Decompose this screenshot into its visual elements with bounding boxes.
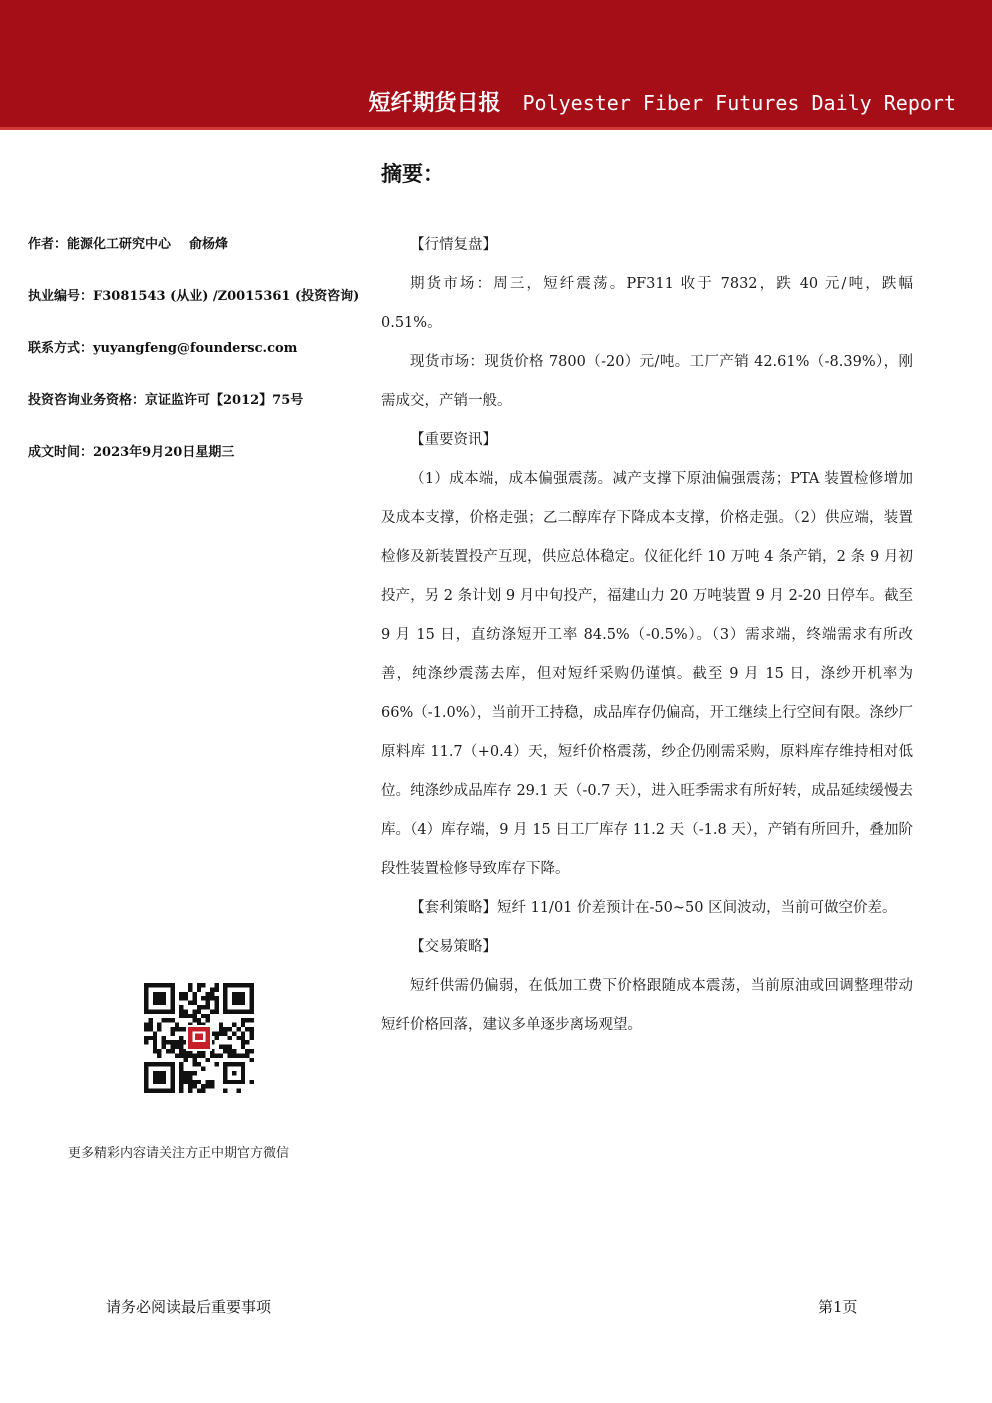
paragraph-trading-strategy: 短纤供需仍偏弱，在低加工费下价格跟随成本震荡，当前原油或回调整理带动短纤价格回落，建议多单逐步离场观望。 — [381, 978, 913, 1033]
author-line — [28, 236, 368, 254]
paragraph-spot-market: 现货市场：现货价格 7800（-20）元/吨。工厂产销 42.61%（-8.39%），刚需成交，产销一般。 — [381, 354, 913, 409]
author-name: 俞杨烽 — [189, 237, 229, 252]
paragraph-futures-market: 期货市场：周三，短纤震荡。PF311 收于 7832，跌 40 元/吨，跌幅 0.51%。 — [381, 276, 913, 331]
report-title-en: Polyester Fiber Futures Daily Report — [522, 91, 956, 115]
section-heading-trading: 【交易策略】 — [410, 939, 497, 955]
report-title — [369, 86, 957, 117]
footer-notice: 请务必阅读最后重要事项 — [106, 1298, 272, 1316]
qualification: 投资咨询业务资格：京证监许可【2012】75号 — [28, 393, 304, 408]
paragraph-arbitrage: 【套利策略】短纤 11/01 价差预计在-50~50 区间波动，当前可做空价差。 — [410, 900, 897, 916]
wechat-qr-code-icon — [144, 983, 254, 1093]
license-number: 执业编号：F3081543 (从业) /Z0015361 (投资咨询) — [28, 289, 360, 304]
paragraph-news: （1）成本端，成本偏强震荡。减产支撑下原油偏强震荡；PTA 装置检修增加及成本支撑，价格走强；乙二醇库存下降成本支撑，价格走强。（2）供应端，装置检修及新装置投产互现，供应总体稳定。仪征化纤 10 万吨 4 条产销，2 条 9 月初投产，另 2 条计划 9 月中旬投产，福建山力 20 万吨装置 9 月 2-20 日停车。截至 9 月 15 日，直纺涤短开工率 84.5%（-0.5%）。（3）需求端，终端需求有所改善，纯涤纱震荡去库，但对短纤采购仍谨慎。截至 9 月 15 日，涤纱开机率为 66%（-1.0%），当前开工持稳，成品库存仍偏高，开工继续上行空间有限。涤纱厂原料库 11.7（+0.4）天，短纤价格震荡，纱企仍刚需采购，原料库存维持相对低位。纯涤纱成品库存 29.1 天（-0.7 天），进入旺季需求有所好转，成品延续缓慢去库。（4）库存端，9 月 15 日工厂库存 11.2 天（-1.8 天），产销有所回升，叠加阶段性装置检修导致库存下降。 — [381, 471, 913, 877]
summary-title: 摘要： — [381, 162, 444, 186]
section-heading-news: 【重要资讯】 — [410, 432, 497, 448]
header-rule — [0, 127, 992, 130]
publish-date: 成文时间：2023年9月20日星期三 — [28, 445, 235, 460]
contact-email: 联系方式：yuyangfeng@foundersc.com — [28, 341, 298, 356]
page-number: 第1页 — [818, 1298, 858, 1316]
summary-body — [381, 226, 913, 1045]
author-sidebar — [28, 236, 368, 496]
report-title-cn: 短纤期货日报 — [368, 91, 501, 116]
section-heading-market-review: 【行情复盘】 — [410, 237, 497, 253]
qr-caption: 更多精彩内容请关注方正中期官方微信 — [68, 1146, 290, 1161]
author-dept: 作者：能源化工研究中心 — [28, 237, 172, 252]
main-content — [381, 150, 913, 1045]
